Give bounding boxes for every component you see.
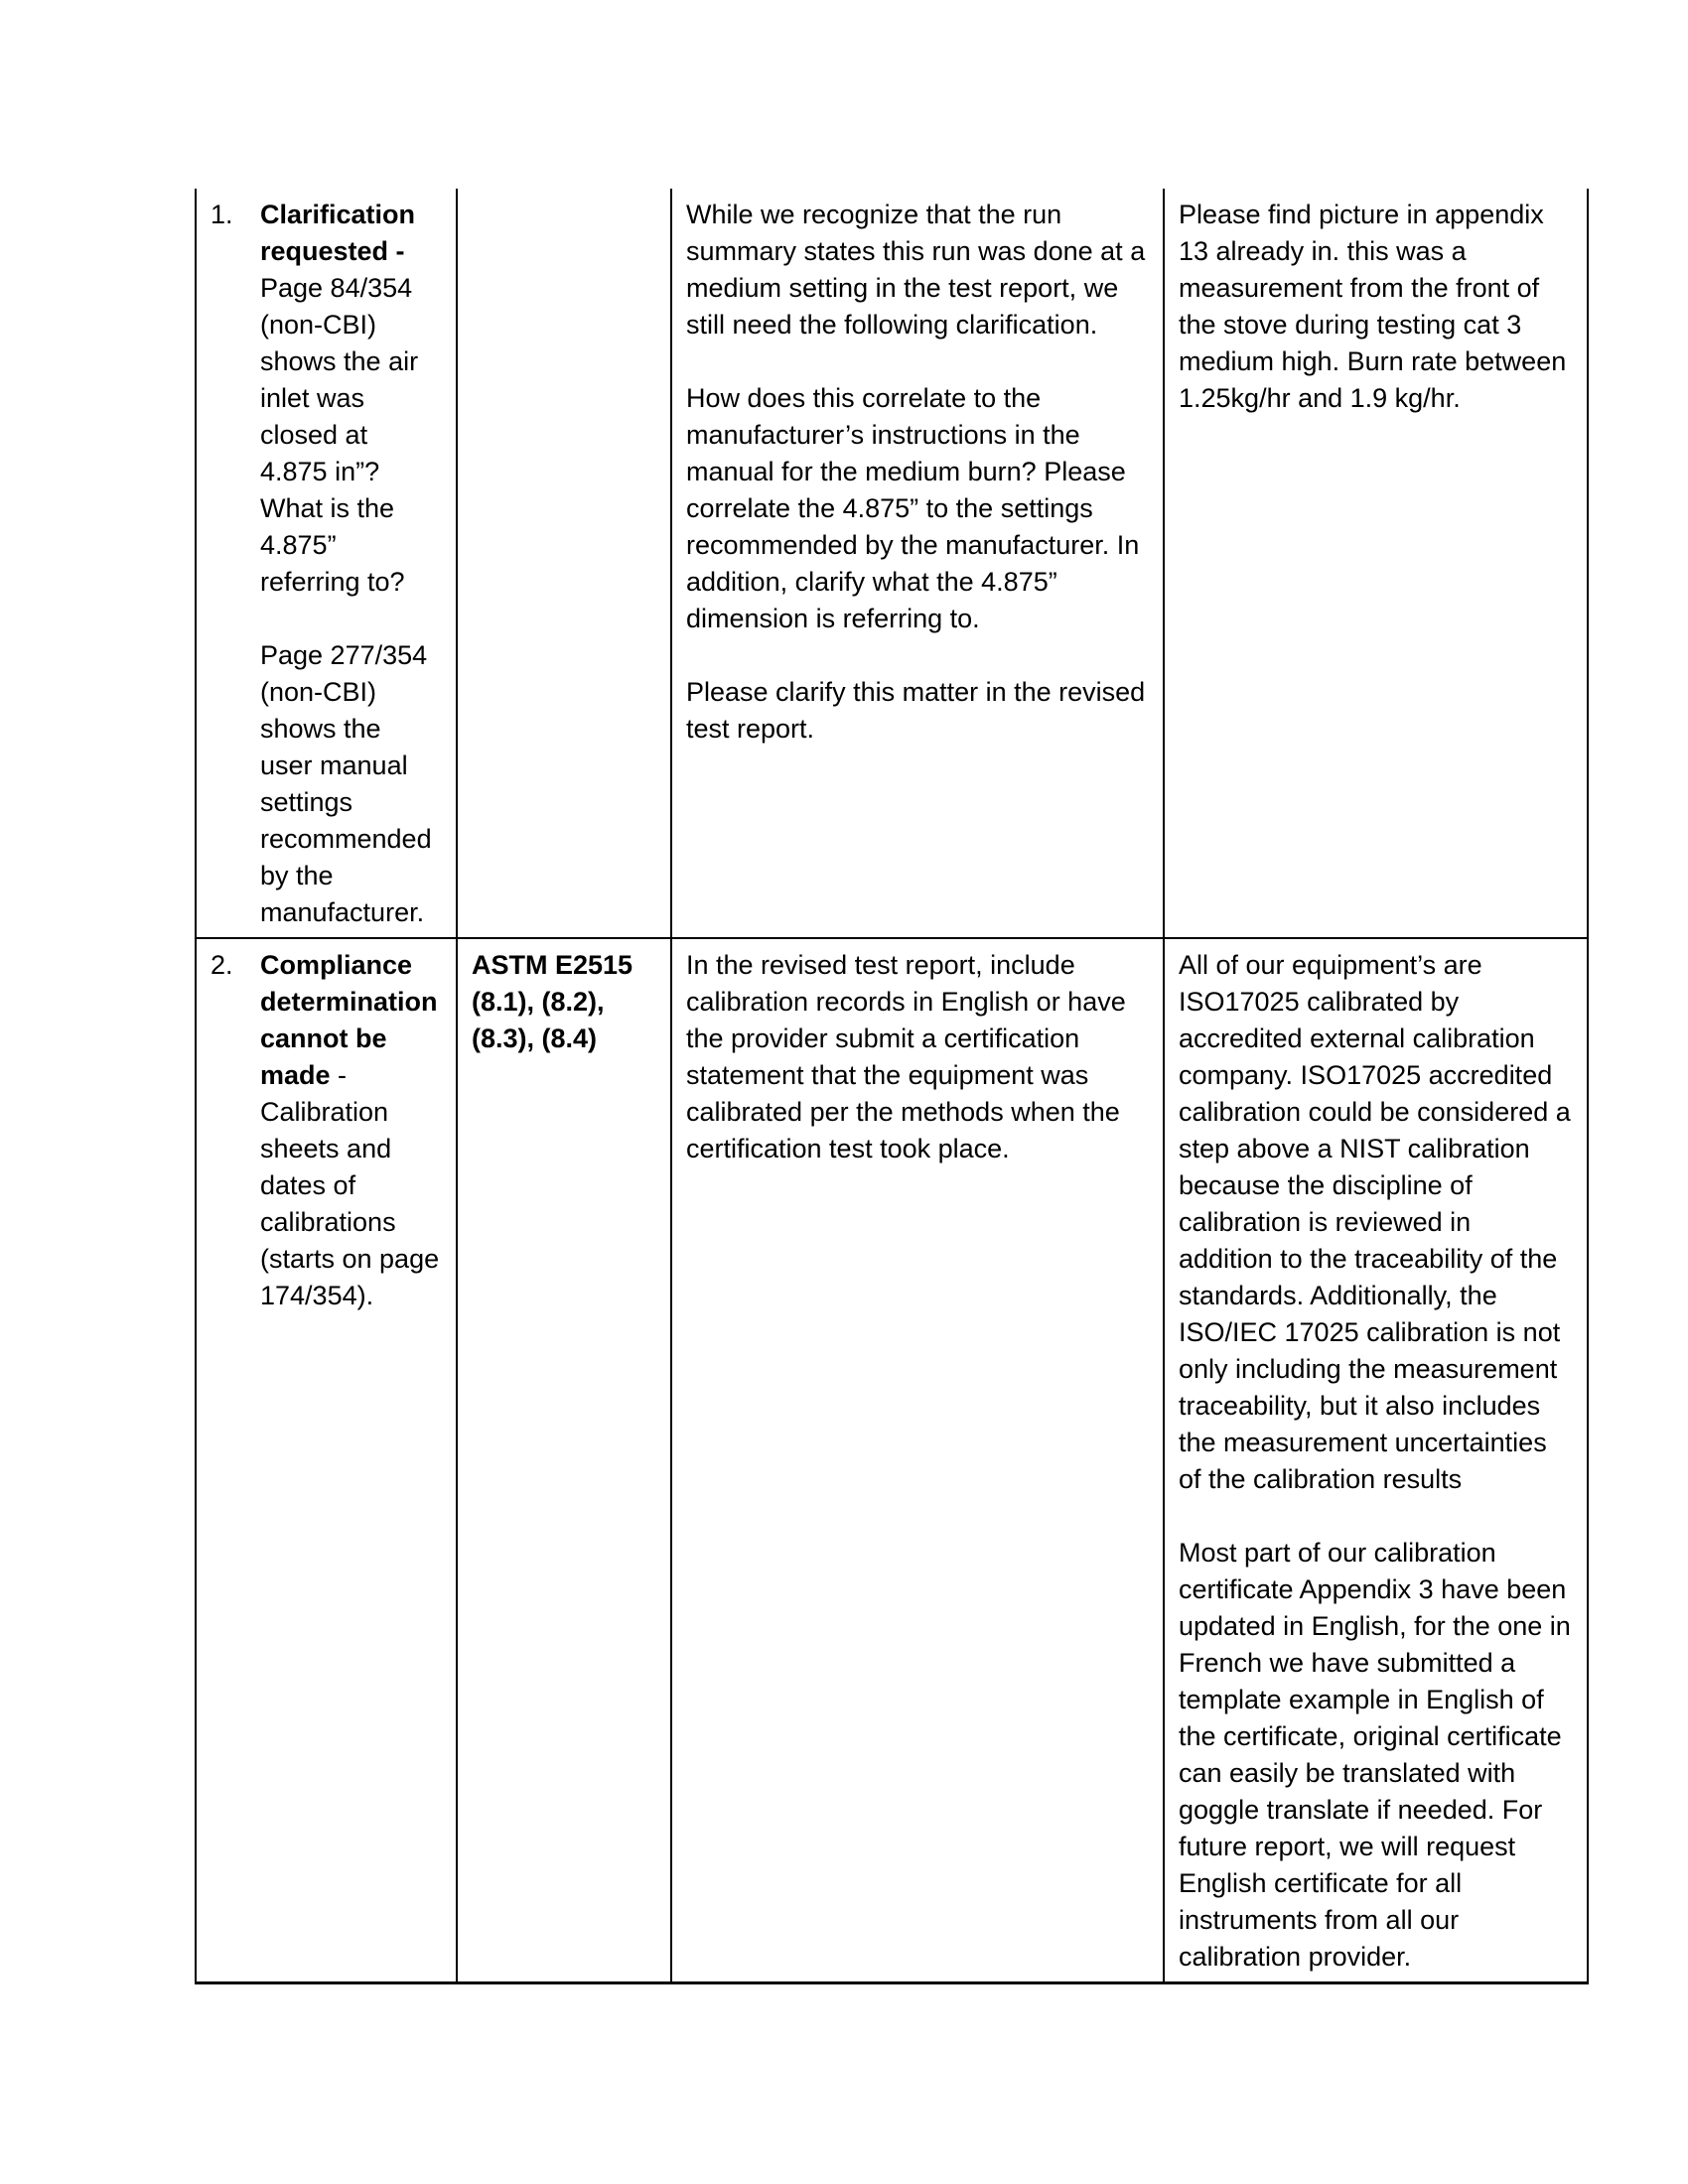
response-paragraph: Please find picture in appendix 13 already in. this was a measurement from the front of the stove during testing cat 3 medium high. Burn rate between 1.25kg/hr and 1.9 kg/hr. <box>1179 200 1567 413</box>
reference-cell <box>457 189 671 938</box>
issue-heading: Clarification requested - <box>260 200 416 266</box>
response-paragraph: All of our equipment’s are ISO17025 calibrated by accredited external calibration company. ISO17025 accredited calibration could be considered a step above a NIST calibration because the discipline of calibration is reviewed in addition to the traceability of the standards. Additionally, the ISO/IEC 17025 calibration is not only including the measurement traceability, but it also includes the measurement uncertainties of the calibration results <box>1179 950 1571 1494</box>
issue-number: 2. <box>211 950 233 980</box>
reference-cell <box>457 938 671 1983</box>
table-row <box>196 189 1588 938</box>
issue-cell <box>196 189 457 938</box>
issue-item <box>211 197 440 931</box>
issue-item <box>211 947 440 1314</box>
comment-paragraph: While we recognize that the run summary states this run was done at a medium setting in the test report, we still need the following clarification. <box>686 200 1146 340</box>
issue-text: Page 84/354 (non-CBI) shows the air inlet was closed at 4.875 in”? What is the 4.875” referring to? <box>260 273 419 597</box>
issue-number: 1. <box>211 200 233 229</box>
issue-heading: Compliance determination cannot be made <box>260 950 438 1090</box>
response-cell <box>1164 189 1588 938</box>
issue-description <box>260 947 440 1314</box>
comment-paragraph: How does this correlate to the manufacturer’s instructions in the manual for the medium burn? Please correlate the 4.875” to the settings recommended by the manufacturer. In addition, clarify what the 4.875” dimension is referring to. <box>686 383 1140 633</box>
comment-cell <box>671 189 1164 938</box>
issue-cell <box>196 938 457 1983</box>
response-cell <box>1164 938 1588 1983</box>
comment-cell <box>671 938 1164 1983</box>
table-row <box>196 938 1588 1983</box>
comments-table <box>195 189 1589 1984</box>
issue-text: - Calibration sheets and dates of calibrations (starts on page 174/354). <box>260 1060 440 1310</box>
response-paragraph: Most part of our calibration certificate Appendix 3 have been updated in English, for the one in French we have submitted a template example in English of the certificate, original certificate can easily be translated with goggle translate if needed. For future report, we will request English certificate for all instruments from all our calibration provider. <box>1179 1538 1571 1972</box>
issue-description <box>260 197 440 601</box>
issue-description-2: Page 277/354 (non-CBI) shows the user manual settings recommended by the manufacturer. <box>260 640 432 927</box>
comment-paragraph: Please clarify this matter in the revised test report. <box>686 677 1146 744</box>
comment-paragraph: In the revised test report, include calibration records in English or have the provider submit a certification statement that the equipment was calibrated per the methods when the certification test took place. <box>686 950 1126 1163</box>
reference-text: ASTM E2515 (8.1), (8.2), (8.3), (8.4) <box>472 950 633 1053</box>
